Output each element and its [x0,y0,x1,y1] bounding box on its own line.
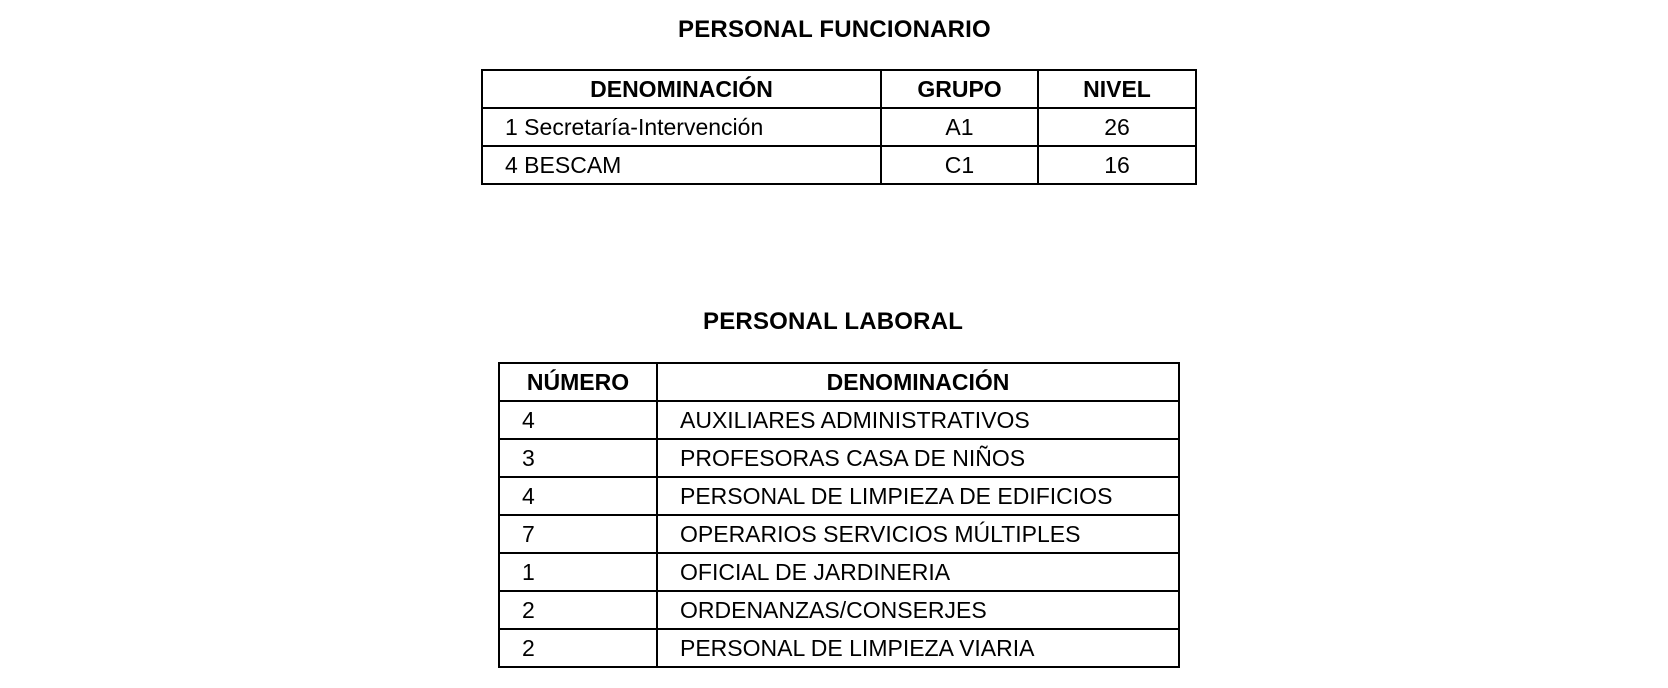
cell-denominacion: 4 BESCAM [482,146,881,184]
table-row [499,439,1179,477]
header-denominacion: DENOMINACIÓN [657,363,1179,401]
header-nivel: NIVEL [1038,70,1196,108]
cell-nivel: 26 [1038,108,1196,146]
cell-denominacion: AUXILIARES ADMINISTRATIVOS [657,401,1179,439]
table-row [499,401,1179,439]
table-header-row [499,363,1179,401]
table-row [499,515,1179,553]
cell-numero: 7 [499,515,657,553]
header-grupo: GRUPO [881,70,1038,108]
cell-nivel: 16 [1038,146,1196,184]
cell-denominacion: OPERARIOS SERVICIOS MÚLTIPLES [657,515,1179,553]
table-header-row [482,70,1196,108]
cell-numero: 2 [499,591,657,629]
table-row [499,629,1179,667]
title-personal-funcionario: PERSONAL FUNCIONARIO [678,16,991,43]
table-row [499,591,1179,629]
table-personal-laboral [498,362,1180,668]
cell-denominacion: PERSONAL DE LIMPIEZA DE EDIFICIOS [657,477,1179,515]
cell-numero: 1 [499,553,657,591]
cell-denominacion: 1 Secretaría-Intervención [482,108,881,146]
cell-grupo: C1 [881,146,1038,184]
cell-grupo: A1 [881,108,1038,146]
table-row [499,553,1179,591]
header-numero: NÚMERO [499,363,657,401]
table-row [482,146,1196,184]
cell-denominacion: PERSONAL DE LIMPIEZA VIARIA [657,629,1179,667]
cell-numero: 3 [499,439,657,477]
cell-denominacion: PROFESORAS CASA DE NIÑOS [657,439,1179,477]
cell-numero: 4 [499,477,657,515]
cell-denominacion: OFICIAL DE JARDINERIA [657,553,1179,591]
cell-numero: 2 [499,629,657,667]
cell-denominacion: ORDENANZAS/CONSERJES [657,591,1179,629]
table-personal-funcionario [481,69,1197,185]
table-row [499,477,1179,515]
header-denominacion: DENOMINACIÓN [482,70,881,108]
cell-numero: 4 [499,401,657,439]
title-personal-laboral: PERSONAL LABORAL [703,308,964,335]
table-row [482,108,1196,146]
